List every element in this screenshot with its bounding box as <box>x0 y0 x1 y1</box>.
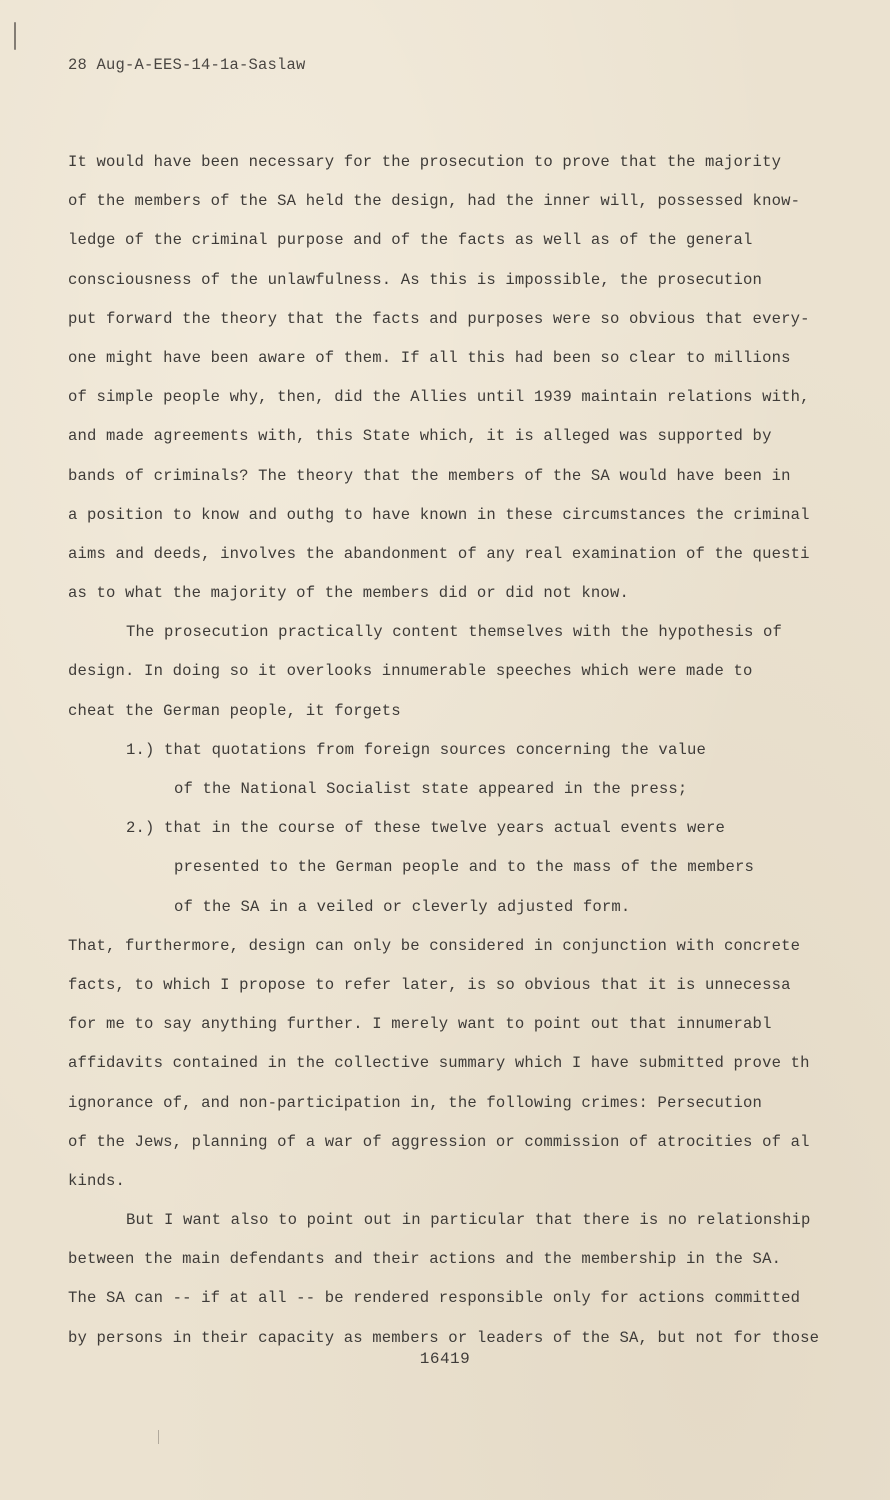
text-line: cheat the German people, it forgets <box>68 701 401 720</box>
text-line: between the main defendants and their actions and the membership in the SA. <box>68 1250 782 1269</box>
text-line: a position to know and outhg to have known in these circumstances the criminal <box>68 505 810 524</box>
text-line: one might have been aware of them. If all this had been so clear to millions <box>68 348 791 367</box>
text-line: ledge of the criminal purpose and of the facts as well as of the general <box>68 231 753 250</box>
text-line: as to what the majority of the members did or did not know. <box>68 584 629 603</box>
text-line: The prosecution practically content themselves with the hypothesis of <box>126 623 783 642</box>
text-line: of the Jews, planning of a war of aggression or commission of atrocities of al <box>68 1132 810 1151</box>
list-item: 2.) that in the course of these twelve years actual events were <box>126 819 725 838</box>
text-line: consciousness of the unlawfulness. As this is impossible, the prosecution <box>68 270 763 289</box>
text-line: It would have been necessary for the prosecution to prove that the majority <box>68 153 782 171</box>
text-line: affidavits contained in the collective summary which I have submitted prove th <box>68 1054 810 1073</box>
text-line: of the members of the SA held the design, had the inner will, possessed know- <box>68 192 801 211</box>
document-reference: 28 Aug-A-EES-14-1a-Saslaw <box>68 56 306 74</box>
text-line: for me to say anything further. I merely want to point out that innumerabl <box>68 1015 772 1034</box>
list-item-continuation: of the SA in a veiled or cleverly adjusted form. <box>174 897 631 916</box>
list-item: 1.) that quotations from foreign sources concerning the value <box>126 740 706 759</box>
body-text <box>68 148 828 1363</box>
margin-mark <box>14 22 16 50</box>
text-line: But I want also to point out in particular that there is no relationship <box>126 1211 811 1230</box>
text-line: design. In doing so it overlooks innumerable speeches which were made to <box>68 662 753 681</box>
text-line: facts, to which I propose to refer later, is so obvious that it is unnecessa <box>68 975 791 994</box>
text-line: put forward the theory that the facts and purposes were so obvious that every- <box>68 309 810 328</box>
list-item-continuation: presented to the German people and to the mass of the members <box>174 858 754 877</box>
text-line: That, furthermore, design can only be considered in conjunction with concrete <box>68 936 801 955</box>
text-line: bands of criminals? The theory that the members of the SA would have been in <box>68 466 791 485</box>
text-line: by persons in their capacity as members or leaders of the SA, but not for those <box>68 1328 820 1347</box>
page-number: 16419 <box>419 1350 471 1368</box>
text-line: The SA can -- if at all -- be rendered responsible only for actions committed <box>68 1289 801 1308</box>
text-line: aims and deeds, involves the abandonment of any real examination of the questi <box>68 544 810 563</box>
text-line: kinds. <box>68 1171 126 1190</box>
text-line: and made agreements with, this State which, it is alleged was supported by <box>68 427 772 446</box>
text-line: of simple people why, then, did the Allies until 1939 maintain relations with, <box>68 388 810 407</box>
text-line: ignorance of, and non-participation in, the following crimes: Persecution <box>68 1093 763 1112</box>
margin-mark <box>158 1430 159 1444</box>
list-item-continuation: of the National Socialist state appeared in the press; <box>174 780 688 798</box>
